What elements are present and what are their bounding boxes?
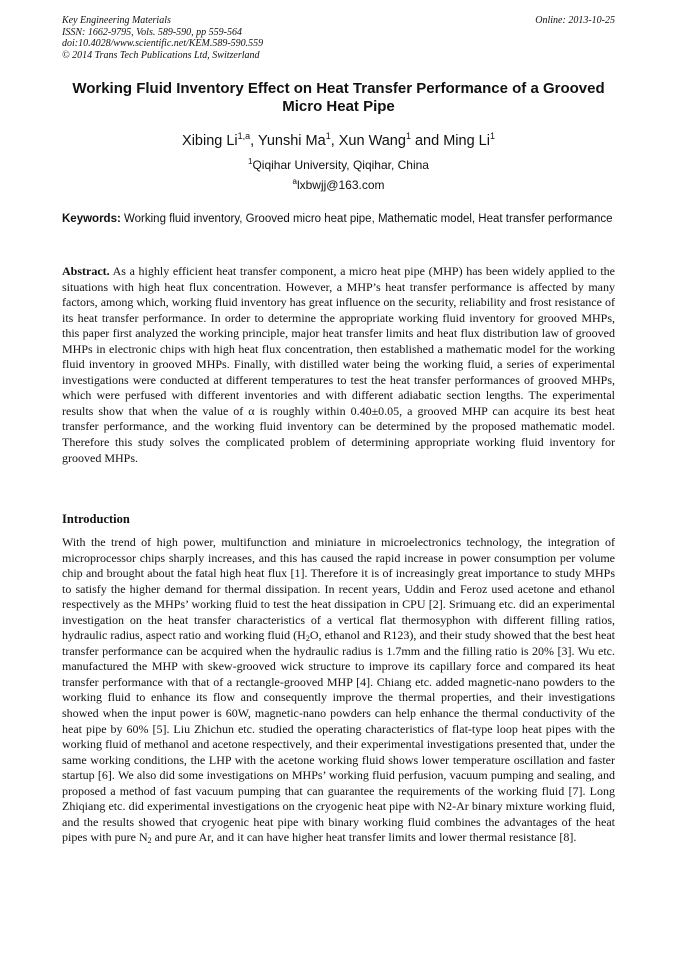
- subscript: 2: [147, 836, 152, 846]
- copyright-line: © 2014 Trans Tech Publications Ltd, Switzerland: [62, 49, 260, 61]
- author-name: Xibing Li: [182, 133, 238, 149]
- doi-line: doi:10.4028/www.scientific.net/KEM.589-590.559: [62, 38, 264, 49]
- paper-title: Working Fluid Inventory Effect on Heat Transfer Performance of a Grooved Micro Heat Pipe: [72, 80, 605, 115]
- intro-text-2: O, ethanol and R123), and their study showed that the best heat transfer performance can be acquired when the hydraulic radius is 1.7mm and the filling ratio is 20% [3]. Wu etc. manufactured the MHP with skew-grooved wick structure to improve its capillary force and compared its heat transfer performance with that of a rectangle-grooved MHP [4]. Chiang etc. added magnetic-nano powders to the working fluid to enhance its flow and consequently improve the thermal properties, and their investigations showed when the input power is 60W, magnetic-nano powders can help enhance the thermal conductivity of the heat pipe by 60% [5]. Liu Zhichun etc. studied the operating characteristics of flat-type loop heat pipes with the working fluid of methanol and acetone respectively, and their experimental investigations presented that, under the same working conditions, the LHP with the acetone working fluid shows lower temperature oscillation and faster startup [6]. We also did some investigations on MHPs’ working fluid perfusion, vacuum pumping and sealing, and proposed a method of fast vacuum pumping that can guarantee the requirements of the working fluid [7]. Long Zhiqiang etc. did experimental investigations on the cryogenic heat pipe with N2-Ar binary mixture working fluid, and the results showed that cryogenic heat pipe with binary working fluid combines the advantages of the heat pipes with pure N: [62, 628, 616, 845]
- affiliation-mark: 1: [248, 157, 253, 166]
- affiliation: [62, 158, 615, 173]
- intro-text-1: With the trend of high power, multifunction and miniature in microelectronics technology, the integration of microprocessor chips sharply increases, and this has caused the rapid increase in power consumption per volume chip and brought about the fatal high heat flux [1]. Therefore it is of increasingly great importance to study MHPs to satisfy the higher demand for thermal dissipation. In recent years, Uddin and Feroz used acetone and ethanol respectively as the MHPs’ working fluid to test the heat dissipation in CPU [2]. Srimuang etc. did an experimental investigation on the heat transfer characteristics of a vertical flat thermosyphon with different filling ratios, hydraulic radius, aspect ratio and working fluid (H: [62, 535, 615, 643]
- author-separator: ,: [250, 133, 258, 149]
- email-text: lxbwjj@163.com: [296, 178, 385, 192]
- keywords-label: Keywords:: [62, 213, 121, 225]
- author-affil-mark: 1: [405, 131, 411, 141]
- author-name: Yunshi Ma: [257, 133, 326, 149]
- author-affil-mark: 1: [489, 131, 495, 141]
- email-mark: a: [292, 177, 297, 186]
- abstract-block: [62, 264, 615, 466]
- author-affil-mark: 1,a: [237, 131, 251, 141]
- abstract-label: Abstract.: [62, 264, 110, 278]
- author-list: [62, 132, 615, 150]
- online-date: Online: 2013-10-25: [535, 15, 615, 26]
- issn-line: ISSN: 1662-9795, Vols. 589-590, pp 559-564: [62, 26, 242, 38]
- introduction-paragraph: [62, 535, 615, 846]
- journal-header: [62, 15, 615, 61]
- abstract-text: As a highly efficient heat transfer component, a micro heat pipe (MHP) has been widely applied to the situations with high heat flux concentration. However, a MHP’s heat transfer performance is affected by many factors, among which, working fluid inventory has great influence on the security, reliability and frost resistance of its heat transfer performance. In order to determine the appropriate working fluid inventory for grooved MHPs, this paper first analyzed the working principle, major heat transfer limits and heat flux distribution law of grooved MHPs in electronic chips with high heat flux concentration, then established a mathematic model for the working fluid inventory in grooved MHPs. Finally, with distilled water being the working fluid, a series of experimental investigations were conducted at different temperatures to test the heat transfer performances of grooved MHPs, which were perfused with different inventories and with different adiabatic section lengths. The experimental results show that when the value of α is roughly within 0.40±0.05, a grooved MHP can acquire its best heat transfer performance, and the working fluid inventory can be determined by the proposed mathematic model. Therefore this study solves the complicated problem of determining appropriate working fluid inventory for grooved MHPs.: [62, 264, 615, 465]
- intro-text-3: and pure Ar, and it can have higher heat transfer limits and lower thermal resistance [8].: [151, 830, 577, 845]
- keywords-block: [62, 212, 615, 228]
- author-and: and: [410, 133, 444, 149]
- subscript: 2: [305, 634, 310, 644]
- journal-name: Key Engineering Materials: [62, 15, 171, 26]
- author-email: [62, 178, 615, 193]
- author-name: Ming Li: [443, 133, 490, 149]
- affiliation-text: Qiqihar University, Qiqihar, China: [252, 158, 429, 172]
- section-heading: Introduction: [62, 512, 130, 526]
- keywords-text: Working fluid inventory, Grooved micro heat pipe, Mathematic model, Heat transfer performance: [120, 213, 613, 225]
- author-name: Xun Wang: [338, 133, 406, 149]
- author-separator: ,: [330, 133, 339, 149]
- author-affil-mark: 1: [325, 131, 331, 141]
